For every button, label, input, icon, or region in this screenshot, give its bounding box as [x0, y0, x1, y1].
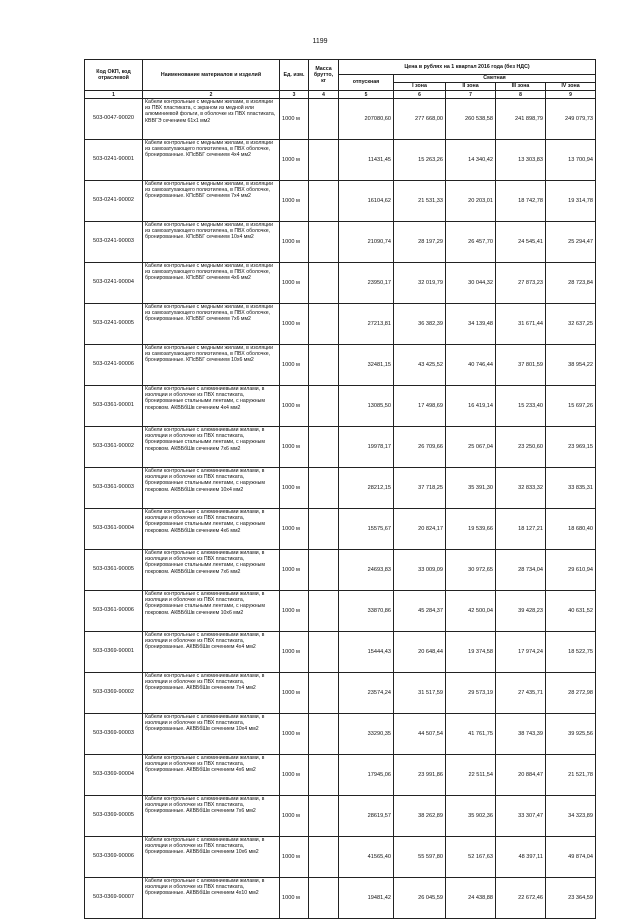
zone-3-price: 48 397,11	[496, 837, 546, 878]
zone-2-price: 22 511,54	[446, 755, 496, 796]
okp-code: 503-0369-90005	[85, 796, 143, 837]
gross-mass	[309, 878, 339, 919]
release-price: 15575,67	[339, 509, 394, 550]
material-name: Кабели контрольные с медными жилами, в изоляции из самозатухающего полиэтилена, в ПВХ оболочке, бронированные. КПсВБГ сечением 7х4 мм2	[143, 181, 280, 222]
table-row	[85, 386, 596, 427]
gross-mass	[309, 304, 339, 345]
material-name: Кабели контрольные с алюминиевыми жилами, в изоляции и оболочке из ПВХ пластиката, бронированные. АКВБбШв сечением 10х6 мм2	[143, 837, 280, 878]
gross-mass	[309, 509, 339, 550]
header-zone-4: IV зона	[546, 83, 596, 91]
material-name: Кабели контрольные с медными жилами, в изоляции из самозатухающего полиэтилена, в ПВХ оболочке, бронированные. КПсВБГ сечением 10х6 мм2	[143, 345, 280, 386]
gross-mass	[309, 632, 339, 673]
release-price: 28619,57	[339, 796, 394, 837]
zone-3-price: 31 671,44	[496, 304, 546, 345]
unit-of-measure: 1000 м	[280, 427, 309, 468]
okp-code: 503-0361-90006	[85, 591, 143, 632]
zone-3-price: 32 833,32	[496, 468, 546, 509]
zone-2-price: 30 972,65	[446, 550, 496, 591]
unit-of-measure: 1000 м	[280, 796, 309, 837]
material-name: Кабели контрольные с медными жилами, в изоляции из самозатухающего полиэтилена, в ПВХ оболочке, бронированные. КПсВБГ сечением 4х6 мм2	[143, 263, 280, 304]
okp-code: 503-0047-90020	[85, 99, 143, 140]
release-price: 17945,06	[339, 755, 394, 796]
release-price: 33870,86	[339, 591, 394, 632]
release-price: 33290,35	[339, 714, 394, 755]
release-price: 15444,43	[339, 632, 394, 673]
table-row	[85, 427, 596, 468]
zone-2-price: 34 139,48	[446, 304, 496, 345]
zone-4-price: 23 969,15	[546, 427, 596, 468]
zone-4-price: 38 954,22	[546, 345, 596, 386]
table-row	[85, 140, 596, 181]
table-row	[85, 714, 596, 755]
column-number: 6	[394, 91, 446, 99]
unit-of-measure: 1000 м	[280, 837, 309, 878]
okp-code: 503-0361-90004	[85, 509, 143, 550]
zone-2-price: 30 044,32	[446, 263, 496, 304]
gross-mass	[309, 714, 339, 755]
zone-2-price: 35 902,36	[446, 796, 496, 837]
column-number: 2	[143, 91, 280, 99]
zone-4-price: 13 700,94	[546, 140, 596, 181]
gross-mass	[309, 468, 339, 509]
column-number: 3	[280, 91, 309, 99]
header-name: Наименование материалов и изделий	[143, 60, 280, 91]
table-body	[85, 99, 596, 919]
release-price: 19978,17	[339, 427, 394, 468]
zone-3-price: 27 435,71	[496, 673, 546, 714]
column-number: 9	[546, 91, 596, 99]
release-price: 27213,81	[339, 304, 394, 345]
zone-4-price: 39 925,56	[546, 714, 596, 755]
okp-code: 503-0361-90002	[85, 427, 143, 468]
gross-mass	[309, 755, 339, 796]
material-name: Кабели контрольные с алюминиевыми жилами, в изоляции и оболочке из ПВХ пластиката, бронированные стальными лентами, с наружным покровом. АКВБбШв сечением 4х4 мм2	[143, 386, 280, 427]
okp-code: 503-0361-90005	[85, 550, 143, 591]
okp-code: 503-0369-90004	[85, 755, 143, 796]
header-release: отпускная	[339, 75, 394, 91]
table-row	[85, 304, 596, 345]
zone-1-price: 20 648,44	[394, 632, 446, 673]
zone-2-price: 42 500,04	[446, 591, 496, 632]
zone-3-price: 18 742,78	[496, 181, 546, 222]
zone-1-price: 43 425,52	[394, 345, 446, 386]
table-row	[85, 796, 596, 837]
gross-mass	[309, 345, 339, 386]
release-price: 28212,15	[339, 468, 394, 509]
table-row	[85, 509, 596, 550]
okp-code: 503-0369-90006	[85, 837, 143, 878]
zone-1-price: 15 263,26	[394, 140, 446, 181]
zone-2-price: 19 539,66	[446, 509, 496, 550]
material-name: Кабели контрольные с алюминиевыми жилами, в изоляции и оболочке из ПВХ пластиката, бронированные стальными лентами, с наружным покровом. АКВБбШв сечением 10х6 мм2	[143, 591, 280, 632]
unit-of-measure: 1000 м	[280, 509, 309, 550]
zone-2-price: 35 391,30	[446, 468, 496, 509]
zone-3-price: 39 428,23	[496, 591, 546, 632]
material-name: Кабели контрольные с медными жилами, в изоляции из самозатухающего полиэтилена, в ПВХ оболочке, бронированные. КПсВБГ сечением 10х4 мм2	[143, 222, 280, 263]
header-zone-1: I зона	[394, 83, 446, 91]
zone-3-price: 17 974,24	[496, 632, 546, 673]
zone-3-price: 37 801,59	[496, 345, 546, 386]
okp-code: 503-0241-90002	[85, 181, 143, 222]
header-price-group: Цена в рублях на 1 квартал 2016 года (без НДС)	[339, 60, 596, 75]
zone-3-price: 38 743,39	[496, 714, 546, 755]
material-name: Кабели контрольные с алюминиевыми жилами, в изоляции и оболочке из ПВХ пластиката, бронированные. АКВБбШв сечением 10х4 мм2	[143, 714, 280, 755]
zone-2-price: 19 374,58	[446, 632, 496, 673]
unit-of-measure: 1000 м	[280, 632, 309, 673]
zone-1-price: 44 507,54	[394, 714, 446, 755]
okp-code: 503-0369-90001	[85, 632, 143, 673]
zone-4-price: 18 522,75	[546, 632, 596, 673]
gross-mass	[309, 427, 339, 468]
zone-3-price: 15 233,40	[496, 386, 546, 427]
unit-of-measure: 1000 м	[280, 263, 309, 304]
table-row	[85, 755, 596, 796]
unit-of-measure: 1000 м	[280, 714, 309, 755]
zone-1-price: 33 009,09	[394, 550, 446, 591]
gross-mass	[309, 99, 339, 140]
unit-of-measure: 1000 м	[280, 878, 309, 919]
gross-mass	[309, 181, 339, 222]
zone-1-price: 28 197,29	[394, 222, 446, 263]
zone-4-price: 19 314,78	[546, 181, 596, 222]
zone-3-price: 20 884,47	[496, 755, 546, 796]
release-price: 32481,15	[339, 345, 394, 386]
zone-1-price: 55 597,80	[394, 837, 446, 878]
zone-4-price: 23 364,59	[546, 878, 596, 919]
zone-2-price: 20 203,01	[446, 181, 496, 222]
table-row	[85, 550, 596, 591]
header-mass: Масса брутто, кг	[309, 60, 339, 91]
unit-of-measure: 1000 м	[280, 345, 309, 386]
gross-mass	[309, 222, 339, 263]
unit-of-measure: 1000 м	[280, 386, 309, 427]
zone-3-price: 27 873,23	[496, 263, 546, 304]
zone-4-price: 40 631,52	[546, 591, 596, 632]
unit-of-measure: 1000 м	[280, 550, 309, 591]
release-price: 11431,45	[339, 140, 394, 181]
material-name: Кабели контрольные с медными жилами, в изоляции из ПВХ пластиката, с экраном из медной или алюминиевой фольги, в оболочке из ПВХ пластиката, КВВГЭ сечением 61х1 мм2	[143, 99, 280, 140]
zone-2-price: 14 340,42	[446, 140, 496, 181]
zone-2-price: 40 746,44	[446, 345, 496, 386]
zone-4-price: 249 079,73	[546, 99, 596, 140]
zone-1-price: 20 824,17	[394, 509, 446, 550]
material-name: Кабели контрольные с медными жилами, в изоляции из самозатухающего полиэтилена, в ПВХ оболочке, бронированные. КПсВБГ сечением 4х4 мм2	[143, 140, 280, 181]
zone-3-price: 241 898,79	[496, 99, 546, 140]
column-number: 5	[339, 91, 394, 99]
zone-2-price: 25 067,04	[446, 427, 496, 468]
unit-of-measure: 1000 м	[280, 181, 309, 222]
gross-mass	[309, 263, 339, 304]
zone-1-price: 17 498,69	[394, 386, 446, 427]
unit-of-measure: 1000 м	[280, 222, 309, 263]
zone-1-price: 26 045,59	[394, 878, 446, 919]
release-price: 41565,40	[339, 837, 394, 878]
zone-1-price: 277 668,00	[394, 99, 446, 140]
zone-3-price: 33 307,47	[496, 796, 546, 837]
header-zone-2: II зона	[446, 83, 496, 91]
zone-2-price: 16 419,14	[446, 386, 496, 427]
okp-code: 503-0241-90005	[85, 304, 143, 345]
material-name: Кабели контрольные с алюминиевыми жилами, в изоляции и оболочке из ПВХ пластиката, бронированные. АКВБбШв сечением 4х6 мм2	[143, 755, 280, 796]
table-row	[85, 837, 596, 878]
zone-1-price: 31 517,59	[394, 673, 446, 714]
header-estimate: Сметная	[394, 75, 596, 83]
table-row	[85, 673, 596, 714]
zone-2-price: 29 573,19	[446, 673, 496, 714]
zone-4-price: 25 294,47	[546, 222, 596, 263]
material-name: Кабели контрольные с алюминиевыми жилами, в изоляции и оболочке из ПВХ пластиката, бронированные стальными лентами, с наружным покровом. АКВБбШв сечением 10х4 мм2	[143, 468, 280, 509]
okp-code: 503-0241-90003	[85, 222, 143, 263]
zone-3-price: 28 734,04	[496, 550, 546, 591]
table-row	[85, 222, 596, 263]
header-unit: Ед. изм.	[280, 60, 309, 91]
unit-of-measure: 1000 м	[280, 755, 309, 796]
zone-2-price: 26 457,70	[446, 222, 496, 263]
material-name: Кабели контрольные с алюминиевыми жилами, в изоляции и оболочке из ПВХ пластиката, бронированные. АКВБбШв сечением 7х4 мм2	[143, 673, 280, 714]
zone-1-price: 26 709,66	[394, 427, 446, 468]
column-number: 1	[85, 91, 143, 99]
okp-code: 503-0361-90001	[85, 386, 143, 427]
zone-2-price: 24 438,88	[446, 878, 496, 919]
material-name: Кабели контрольные с алюминиевыми жилами, в изоляции и оболочке из ПВХ пластиката, бронированные. АКВБбШв сечением 4х10 мм2	[143, 878, 280, 919]
zone-2-price: 52 167,63	[446, 837, 496, 878]
release-price: 13085,50	[339, 386, 394, 427]
okp-code: 503-0361-90003	[85, 468, 143, 509]
zone-4-price: 32 637,25	[546, 304, 596, 345]
unit-of-measure: 1000 м	[280, 591, 309, 632]
table-row	[85, 591, 596, 632]
table-row	[85, 263, 596, 304]
zone-1-price: 38 262,89	[394, 796, 446, 837]
release-price: 21090,74	[339, 222, 394, 263]
gross-mass	[309, 673, 339, 714]
table-row	[85, 99, 596, 140]
okp-code: 503-0369-90007	[85, 878, 143, 919]
zone-2-price: 41 761,75	[446, 714, 496, 755]
gross-mass	[309, 550, 339, 591]
zone-4-price: 49 874,04	[546, 837, 596, 878]
zone-1-price: 23 991,86	[394, 755, 446, 796]
zone-4-price: 34 323,89	[546, 796, 596, 837]
column-number: 7	[446, 91, 496, 99]
column-number-row	[85, 91, 596, 99]
gross-mass	[309, 837, 339, 878]
table-row	[85, 345, 596, 386]
gross-mass	[309, 591, 339, 632]
zone-1-price: 37 718,25	[394, 468, 446, 509]
zone-1-price: 45 284,37	[394, 591, 446, 632]
zone-4-price: 18 680,40	[546, 509, 596, 550]
release-price: 207080,60	[339, 99, 394, 140]
zone-3-price: 13 303,83	[496, 140, 546, 181]
material-name: Кабели контрольные с алюминиевыми жилами, в изоляции и оболочке из ПВХ пластиката, бронированные. АКВБбШв сечением 4х4 мм2	[143, 632, 280, 673]
okp-code: 503-0241-90001	[85, 140, 143, 181]
release-price: 24693,83	[339, 550, 394, 591]
zone-2-price: 260 538,58	[446, 99, 496, 140]
release-price: 16104,62	[339, 181, 394, 222]
header-code: Код ОКП, код отраслевой	[85, 60, 143, 91]
column-number: 8	[496, 91, 546, 99]
unit-of-measure: 1000 м	[280, 140, 309, 181]
gross-mass	[309, 140, 339, 181]
okp-code: 503-0241-90004	[85, 263, 143, 304]
gross-mass	[309, 386, 339, 427]
material-name: Кабели контрольные с алюминиевыми жилами, в изоляции и оболочке из ПВХ пластиката, бронированные. АКВБбШв сечением 7х6 мм2	[143, 796, 280, 837]
release-price: 23950,17	[339, 263, 394, 304]
zone-4-price: 29 610,94	[546, 550, 596, 591]
release-price: 19481,42	[339, 878, 394, 919]
material-name: Кабели контрольные с алюминиевыми жилами, в изоляции и оболочке из ПВХ пластиката, бронированные стальными лентами, с наружным покровом. АКВБбШв сечением 7х6 мм2	[143, 427, 280, 468]
table-row	[85, 632, 596, 673]
gross-mass	[309, 796, 339, 837]
zone-4-price: 15 697,26	[546, 386, 596, 427]
material-name: Кабели контрольные с алюминиевыми жилами, в изоляции и оболочке из ПВХ пластиката, бронированные стальными лентами, с наружным покровом. АКВБбШв сечением 4х6 мм2	[143, 509, 280, 550]
table-row	[85, 468, 596, 509]
material-name: Кабели контрольные с медными жилами, в изоляции из самозатухающего полиэтилена, в ПВХ оболочке, бронированные. КПсВБГ сечением 7х6 мм2	[143, 304, 280, 345]
zone-1-price: 21 531,33	[394, 181, 446, 222]
column-number: 4	[309, 91, 339, 99]
material-name: Кабели контрольные с алюминиевыми жилами, в изоляции и оболочке из ПВХ пластиката, бронированные стальными лентами, с наружным покровом. АКВБбШв сечением 7х6 мм2	[143, 550, 280, 591]
zone-1-price: 36 382,39	[394, 304, 446, 345]
okp-code: 503-0369-90003	[85, 714, 143, 755]
zone-4-price: 21 521,78	[546, 755, 596, 796]
page-number: 1199	[312, 38, 328, 45]
unit-of-measure: 1000 м	[280, 673, 309, 714]
zone-3-price: 24 545,41	[496, 222, 546, 263]
zone-4-price: 33 835,31	[546, 468, 596, 509]
unit-of-measure: 1000 м	[280, 468, 309, 509]
zone-3-price: 18 127,21	[496, 509, 546, 550]
zone-3-price: 23 250,60	[496, 427, 546, 468]
okp-code: 503-0241-90006	[85, 345, 143, 386]
price-table	[84, 59, 596, 919]
table-row	[85, 181, 596, 222]
zone-1-price: 32 019,79	[394, 263, 446, 304]
unit-of-measure: 1000 м	[280, 99, 309, 140]
zone-4-price: 28 723,84	[546, 263, 596, 304]
zone-3-price: 22 672,46	[496, 878, 546, 919]
header-zone-3: III зона	[496, 83, 546, 91]
okp-code: 503-0369-90002	[85, 673, 143, 714]
zone-4-price: 28 272,98	[546, 673, 596, 714]
table-row	[85, 878, 596, 919]
unit-of-measure: 1000 м	[280, 304, 309, 345]
release-price: 23574,24	[339, 673, 394, 714]
